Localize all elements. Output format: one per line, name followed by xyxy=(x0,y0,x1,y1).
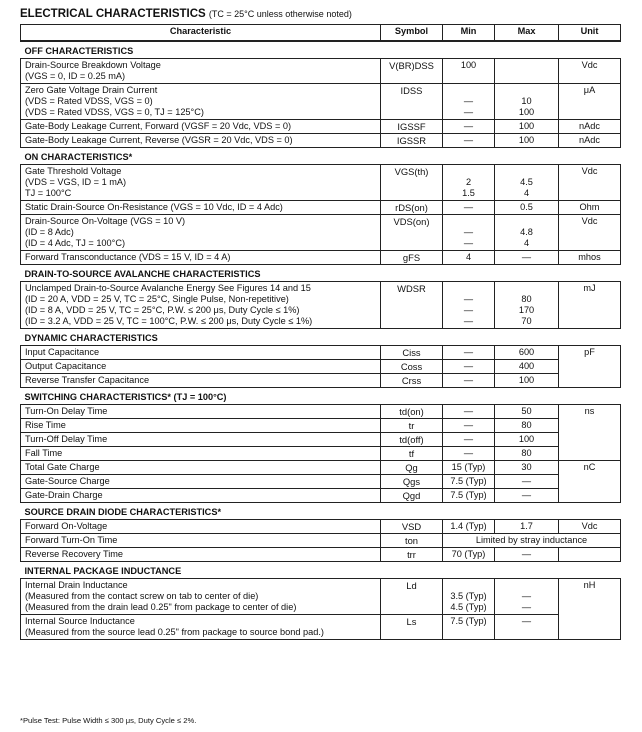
row-unit: Vdc xyxy=(559,165,621,201)
row-symbol: VSD xyxy=(381,520,443,534)
row-characteristic: Internal Source Inductance (Measured from the source lead 0.25" from package to source bond pad.) xyxy=(21,615,381,640)
table-row xyxy=(21,374,621,388)
row-symbol: td(off) xyxy=(381,433,443,447)
row-characteristic: Turn-Off Delay Time xyxy=(21,433,381,447)
row-max: — xyxy=(495,548,559,562)
table-row xyxy=(21,447,621,461)
section-diode: SOURCE DRAIN DIODE CHARACTERISTICS* xyxy=(21,503,621,520)
row-symbol: V(BR)DSS xyxy=(381,59,443,84)
row-symbol: IGSSR xyxy=(381,134,443,148)
row-symbol: td(on) xyxy=(381,405,443,419)
section-switching: SWITCHING CHARACTERISTICS* (TJ = 100°C) xyxy=(21,388,621,405)
table-row xyxy=(21,282,621,329)
footnote: *Pulse Test: Pulse Width ≤ 300 μs, Duty Cycle ≤ 2%. xyxy=(20,716,197,725)
header-symbol: Symbol xyxy=(381,25,443,42)
title-condition: (TC = 25°C unless otherwise noted) xyxy=(208,9,352,19)
section-on: ON CHARACTERISTICS* xyxy=(21,148,621,165)
row-min: — — xyxy=(443,84,495,120)
table-row xyxy=(21,534,621,548)
row-characteristic: Zero Gate Voltage Drain Current (VDS = Rated VDSS, VGS = 0) (VDS = Rated VDSS, VGS = 0, TJ = 125°C) xyxy=(21,84,381,120)
row-unit: mhos xyxy=(559,251,621,265)
row-min: — xyxy=(443,433,495,447)
row-min: 100 xyxy=(443,59,495,84)
header-min: Min xyxy=(443,25,495,42)
section-off: OFF CHARACTERISTICS xyxy=(21,41,621,59)
row-max: — xyxy=(495,251,559,265)
table-row xyxy=(21,251,621,265)
table-row xyxy=(21,489,621,503)
row-min: — xyxy=(443,419,495,433)
row-min: 7.5 (Typ) xyxy=(443,615,495,640)
row-characteristic: Drain-Source On-Voltage (VGS = 10 V) (ID = 8 Adc) (ID = 4 Adc, TJ = 100°C) xyxy=(21,215,381,251)
row-min: — xyxy=(443,360,495,374)
row-max: 600 xyxy=(495,346,559,360)
page-title: ELECTRICAL CHARACTERISTICS (TC = 25°C unless otherwise noted) xyxy=(20,8,352,20)
row-max: — — xyxy=(495,579,559,615)
section-avalanche: DRAIN-TO-SOURCE AVALANCHE CHARACTERISTICS xyxy=(21,265,621,282)
table-header xyxy=(21,25,621,42)
table-row xyxy=(21,579,621,615)
table-row xyxy=(21,520,621,534)
row-max: — xyxy=(495,489,559,503)
row-symbol: IDSS xyxy=(381,84,443,120)
row-symbol: Qgd xyxy=(381,489,443,503)
row-symbol: Qg xyxy=(381,461,443,475)
table-row xyxy=(21,461,621,475)
row-max: 4.5 4 xyxy=(495,165,559,201)
table-row xyxy=(21,475,621,489)
row-min: — xyxy=(443,405,495,419)
section-dynamic: DYNAMIC CHARACTERISTICS xyxy=(21,329,621,346)
row-min: 1.4 (Typ) xyxy=(443,520,495,534)
row-characteristic: Drain-Source Breakdown Voltage (VGS = 0, ID = 0.25 mA) xyxy=(21,59,381,84)
row-min: — xyxy=(443,201,495,215)
row-unit: μA xyxy=(559,84,621,120)
row-min: 7.5 (Typ) xyxy=(443,489,495,503)
row-max: 400 xyxy=(495,360,559,374)
row-characteristic: Gate-Body Leakage Current, Forward (VGSF = 20 Vdc, VDS = 0) xyxy=(21,120,381,134)
row-symbol: Ld xyxy=(381,579,443,615)
table-row xyxy=(21,360,621,374)
table-row xyxy=(21,433,621,447)
section-package: INTERNAL PACKAGE INDUCTANCE xyxy=(21,562,621,579)
row-min: — xyxy=(443,447,495,461)
row-max: 10 100 xyxy=(495,84,559,120)
row-max: 80 xyxy=(495,447,559,461)
row-max: 30 xyxy=(495,461,559,475)
table-row xyxy=(21,615,621,640)
row-max: 80 xyxy=(495,419,559,433)
row-characteristic: Unclamped Drain-to-Source Avalanche Energy See Figures 14 and 15 (ID = 20 A, VDD = 25 V, TC = 25°C, Single Pulse, Non-repetitive) (ID = 8 A, VDD = 25 V, TC = 25°C, P.W. ≤ 200 μs, Duty Cycle ≤ 1%) (ID = 3.2 A, VDD = 25 V, TC = 100°C, P.W. ≤ 200 μs, Duty Cycle ≤ 1%) xyxy=(21,282,381,329)
row-characteristic: Gate-Drain Charge xyxy=(21,489,381,503)
table-row xyxy=(21,59,621,84)
row-min: 4 xyxy=(443,251,495,265)
table-row xyxy=(21,120,621,134)
table-row xyxy=(21,201,621,215)
table-row xyxy=(21,134,621,148)
row-characteristic: Reverse Transfer Capacitance xyxy=(21,374,381,388)
row-symbol: rDS(on) xyxy=(381,201,443,215)
header-max: Max xyxy=(495,25,559,42)
row-max: 80 170 70 xyxy=(495,282,559,329)
row-min: — xyxy=(443,346,495,360)
row-unit: nAdc xyxy=(559,120,621,134)
row-min: 2 1.5 xyxy=(443,165,495,201)
table-row xyxy=(21,84,621,120)
row-max: 0.5 xyxy=(495,201,559,215)
row-span-note: Limited by stray inductance xyxy=(443,534,621,548)
row-characteristic: Fall Time xyxy=(21,447,381,461)
row-symbol: IGSSF xyxy=(381,120,443,134)
row-characteristic: Forward On-Voltage xyxy=(21,520,381,534)
table-row xyxy=(21,165,621,201)
row-characteristic: Total Gate Charge xyxy=(21,461,381,475)
row-min: 15 (Typ) xyxy=(443,461,495,475)
row-symbol: Qgs xyxy=(381,475,443,489)
row-characteristic: Output Capacitance xyxy=(21,360,381,374)
row-characteristic: Input Capacitance xyxy=(21,346,381,360)
row-min: 70 (Typ) xyxy=(443,548,495,562)
row-characteristic: Forward Transconductance (VDS = 15 V, ID = 4 A) xyxy=(21,251,381,265)
row-symbol: ton xyxy=(381,534,443,548)
row-max: 1.7 xyxy=(495,520,559,534)
row-characteristic: Gate-Body Leakage Current, Reverse (VGSR = 20 Vdc, VDS = 0) xyxy=(21,134,381,148)
table-row xyxy=(21,215,621,251)
row-min: 7.5 (Typ) xyxy=(443,475,495,489)
row-unit: Vdc xyxy=(559,59,621,84)
row-unit: Vdc xyxy=(559,215,621,251)
row-unit: mJ xyxy=(559,282,621,329)
table-row xyxy=(21,419,621,433)
header-unit: Unit xyxy=(559,25,621,42)
row-min: — xyxy=(443,120,495,134)
row-symbol: WDSR xyxy=(381,282,443,329)
row-characteristic: Turn-On Delay Time xyxy=(21,405,381,419)
row-unit xyxy=(559,548,621,562)
row-characteristic: Static Drain-Source On-Resistance (VGS = 10 Vdc, ID = 4 Adc) xyxy=(21,201,381,215)
row-unit: Ohm xyxy=(559,201,621,215)
row-max: 100 xyxy=(495,433,559,447)
row-unit: nAdc xyxy=(559,134,621,148)
row-unit: nC xyxy=(559,461,621,503)
header-characteristic: Characteristic xyxy=(21,25,381,42)
row-symbol: Coss xyxy=(381,360,443,374)
row-symbol: VDS(on) xyxy=(381,215,443,251)
row-characteristic: Forward Turn-On Time xyxy=(21,534,381,548)
row-symbol: Crss xyxy=(381,374,443,388)
row-max: 100 xyxy=(495,374,559,388)
row-characteristic: Reverse Recovery Time xyxy=(21,548,381,562)
row-min: — — — xyxy=(443,282,495,329)
row-unit: nH xyxy=(559,579,621,640)
row-symbol: Ls xyxy=(381,615,443,640)
row-max: 50 xyxy=(495,405,559,419)
row-symbol: gFS xyxy=(381,251,443,265)
electrical-characteristics-table xyxy=(20,24,621,640)
row-min: 3.5 (Typ) 4.5 (Typ) xyxy=(443,579,495,615)
row-min: — xyxy=(443,134,495,148)
row-max: 100 xyxy=(495,120,559,134)
table-row xyxy=(21,405,621,419)
row-characteristic: Internal Drain Inductance (Measured from the contact screw on tab to center of die) (Measured from the drain lead 0.25" from package to center of die) xyxy=(21,579,381,615)
row-symbol: trr xyxy=(381,548,443,562)
row-unit: Vdc xyxy=(559,520,621,534)
row-max: — xyxy=(495,475,559,489)
row-symbol: Ciss xyxy=(381,346,443,360)
row-min: — xyxy=(443,374,495,388)
row-unit: pF xyxy=(559,346,621,388)
row-min: — — xyxy=(443,215,495,251)
row-symbol: VGS(th) xyxy=(381,165,443,201)
row-unit: ns xyxy=(559,405,621,461)
row-max: 4.8 4 xyxy=(495,215,559,251)
row-characteristic: Gate Threshold Voltage (VDS = VGS, ID = 1 mA) TJ = 100°C xyxy=(21,165,381,201)
row-symbol: tr xyxy=(381,419,443,433)
row-max xyxy=(495,59,559,84)
row-symbol: tf xyxy=(381,447,443,461)
row-max: 100 xyxy=(495,134,559,148)
table-row xyxy=(21,548,621,562)
table-row xyxy=(21,346,621,360)
row-characteristic: Rise Time xyxy=(21,419,381,433)
row-max: — xyxy=(495,615,559,640)
row-characteristic: Gate-Source Charge xyxy=(21,475,381,489)
